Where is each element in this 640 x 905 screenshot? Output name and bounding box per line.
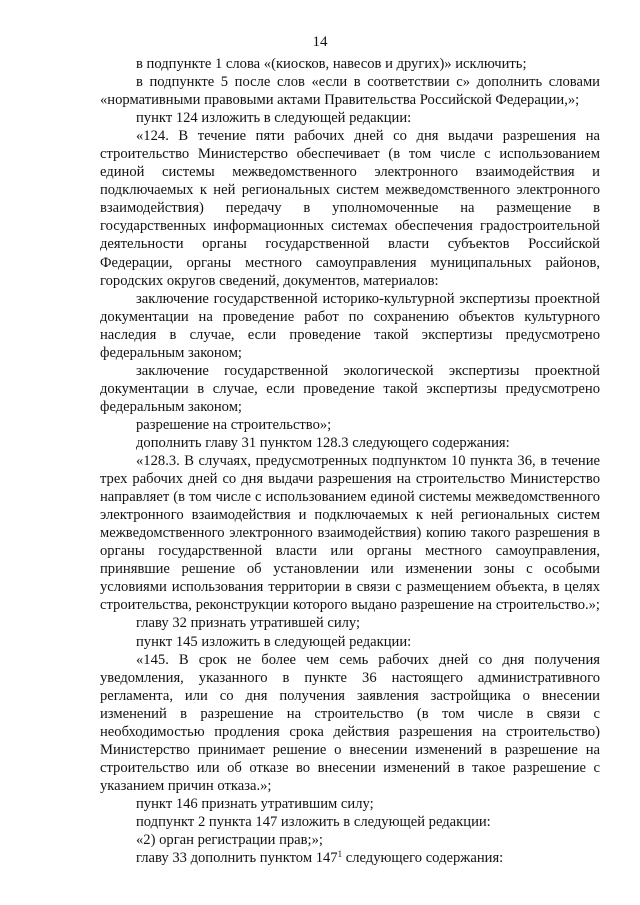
text-line: органы государственной власти или органы местного самоуправления, — [100, 543, 600, 560]
text-line: пункт 124 изложить в следующей редакции: — [136, 110, 412, 127]
text-line: «145. В срок не более чем семь рабочих дней со дня получения — [136, 651, 600, 668]
text-line: документации в случае, если проведение такой экспертизы предусмотрено — [100, 380, 600, 397]
text-line: городских округов сведений, документов, материалов: — [100, 272, 439, 289]
text-line: электронного взаимодействия и подключаемых к ней региональных систем — [100, 507, 600, 524]
text-line: федеральным законом; — [100, 344, 242, 361]
text-line: главу 32 признать утратившей силу; — [136, 615, 361, 632]
text-line: «128.3. В случаях, предусмотренных подпунктом 10 пункта 36, в течение — [136, 453, 600, 470]
text-line: документации на проведение работ по сохранению объектов культурного — [100, 308, 600, 325]
text-line: взаимодействия) передачу в уполномоченные на размещение в — [100, 200, 600, 217]
superscript-number: 1 — [337, 849, 343, 860]
text-line: межведомственного электронного взаимодействия) копию такого разрешения в — [100, 525, 600, 542]
text-line: подключаемых к ней региональных систем межведомственного электронного — [100, 182, 600, 199]
text-line: Министерство принимает решение о внесении изменений в разрешение на — [100, 741, 600, 758]
text-line: строительство Министерство обеспечивает (в том числе с использованием — [100, 146, 600, 163]
text-fragment: следующего содержания: — [342, 850, 504, 867]
text-line: «124. В течение пяти рабочих дней со дня выдачи разрешения на — [136, 128, 600, 145]
text-line: регламента, или со дня получения заявления застройщика о внесении — [100, 687, 600, 704]
text-line: необходимостью продления срока действия разрешения на строительство) — [100, 723, 600, 740]
text-line: уведомления, указанного в пункте 36 настоящего административного — [100, 669, 600, 686]
text-line: подпункт 2 пункта 147 изложить в следующей редакции: — [136, 813, 491, 830]
text-line: разрешение на строительство»; — [136, 416, 332, 433]
text-line: принявшие решение об установлении или изменении зоны с особыми — [100, 561, 600, 578]
text-line: единой системы межведомственного электронного взаимодействия и — [100, 164, 600, 181]
text-line: условиями использования территории в связи с размещением объекта, в целях — [100, 579, 600, 596]
text-line: изменений в разрешение на строительство (в том числе в связи с — [100, 705, 600, 722]
text-line: заключение государственной экологической экспертизы проектной — [136, 362, 600, 379]
text-line: пункт 145 изложить в следующей редакции: — [136, 633, 412, 650]
text-fragment: главу 33 дополнить пунктом 147 — [136, 850, 338, 867]
text-line: наследия в случае, если проведение такой экспертизы предусмотрено — [100, 326, 600, 343]
text-line: в подпункте 5 после слов «если в соответствии с» дополнить словами — [136, 74, 600, 91]
text-line: направляет (в том числе с использованием единой системы межведомственного — [100, 489, 600, 506]
text-line: указанием причин отказа.»; — [100, 777, 272, 794]
text-line: «2) орган регистрации прав;»; — [136, 832, 323, 849]
text-line: деятельности органы государственной власти субъектов Российской — [100, 236, 600, 253]
text-line: в подпункте 1 слова «(киосков, навесов и других)» исключить; — [136, 56, 527, 72]
text-line: строительство или об отказе во внесении изменений в такое разрешение с — [100, 759, 600, 776]
text-line: Федерации, органы местного самоуправления муниципальных районов, — [100, 254, 600, 271]
text-line: федеральным законом; — [100, 398, 242, 415]
text-line: строительства, реконструкции которого выдано разрешение на строительство.»; — [100, 597, 600, 614]
document-body — [100, 55, 600, 867]
text-line: трех рабочих дней со дня выдачи разрешения на строительство Министерство — [100, 471, 600, 488]
text-line: дополнить главу 31 пунктом 128.3 следующего содержания: — [136, 434, 510, 451]
text-line: государственных информационных системах обеспечения градостроительной — [100, 218, 600, 235]
text-line-last — [100, 849, 600, 867]
text-line: заключение государственной историко-культурной экспертизы проектной — [136, 290, 600, 307]
page-number: 14 — [312, 34, 328, 50]
text-line: пункт 146 признать утратившим силу; — [136, 795, 374, 812]
text-line: «нормативными правовыми актами Правительства Российской Федерации,»; — [100, 92, 580, 109]
